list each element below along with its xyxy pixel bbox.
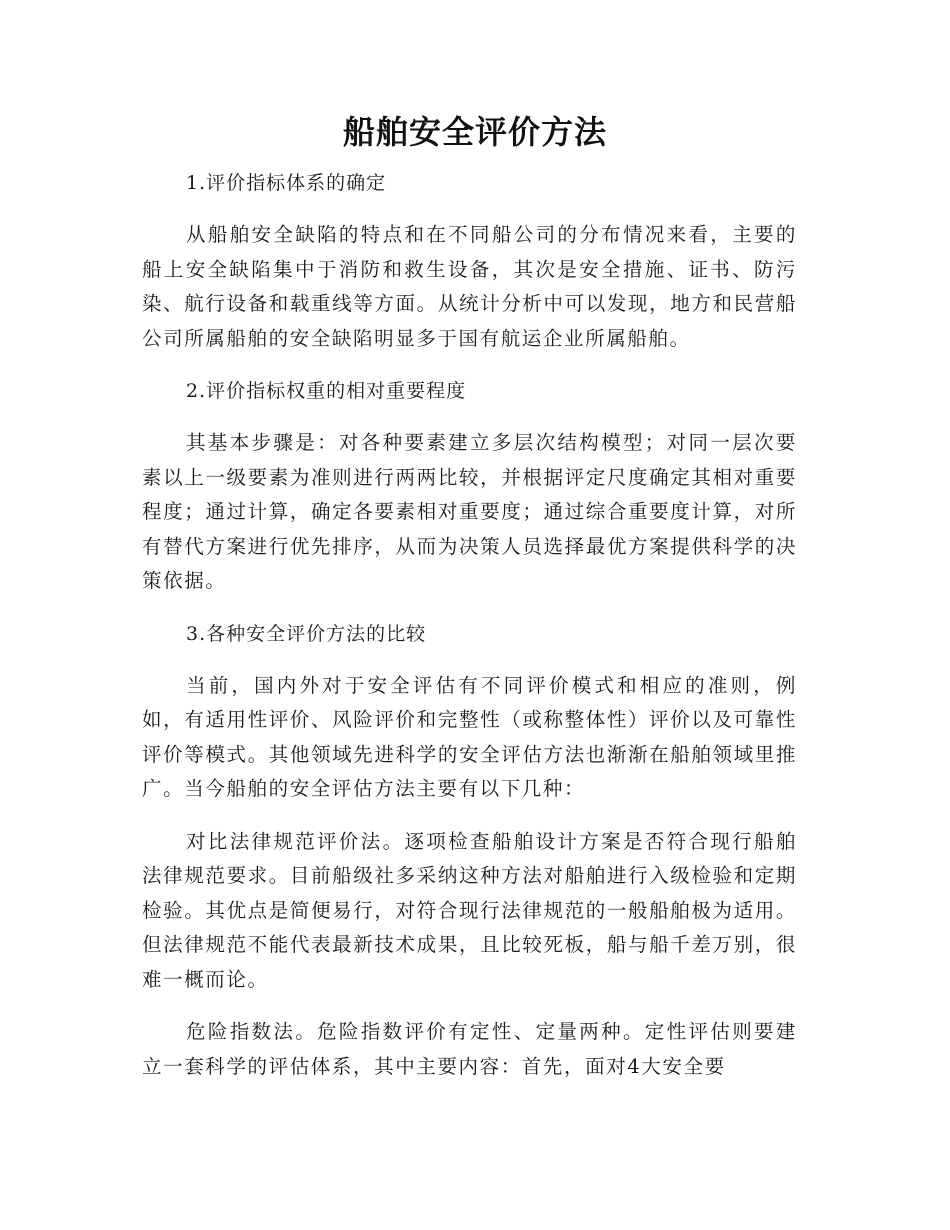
section-3-paragraph-1: 当前，国内外对于安全评估有不同评价模式和相应的准则，例如，有适用性评价、风险评价和完整性（或称整体性）评价以及可靠性评价等模式。其他领域先进科学的安全评估方法也渐渐在船舶领域里推广。当今船舶的安全评估方法主要有以下几种： [142, 673, 797, 800]
section-3-paragraph-3: 危险指数法。危险指数评价有定性、定量两种。定性评估则要建立一套科学的评估体系，其中主要内容：首先，面对4大安全要 [142, 1020, 797, 1078]
document-body [142, 166, 797, 1084]
section-1-paragraph-1: 从船舶安全缺陷的特点和在不同船公司的分布情况来看，主要的船上安全缺陷集中于消防和救生设备，其次是安全措施、证书、防污染、航行设备和载重线等方面。从统计分析中可以发现，地方和民营船公司所属船舶的安全缺陷明显多于国有航运企业所属船舶。 [142, 223, 797, 350]
section-3-paragraph-2: 对比法律规范评价法。逐项检查船舶设计方案是否符合现行船舶法律规范要求。目前船级社多采纳这种方法对船舶进行入级检验和定期检验。其优点是简便易行，对符合现行法律规范的一般船舶极为适用。但法律规范不能代表最新技术成果，且比较死板，船与船千差万别，很难一概而论。 [142, 829, 797, 991]
section-2-paragraph-1: 其基本步骤是：对各种要素建立多层次结构模型；对同一层次要素以上一级要素为准则进行两两比较，并根据评定尺度确定其相对重要程度；通过计算，确定各要素相对重要度；通过综合重要度计算，对所有替代方案进行优先排序，从而为决策人员选择最优方案提供科学的决策依据。 [142, 431, 797, 592]
section-heading-2: 2.评价指标权重的相对重要程度 [186, 380, 467, 402]
section-heading-3: 3.各种安全评价方法的比较 [186, 622, 427, 645]
document-title: 船舶安全评价方法 [342, 113, 607, 151]
section-heading-1: 1.评价指标体系的确定 [186, 172, 387, 194]
